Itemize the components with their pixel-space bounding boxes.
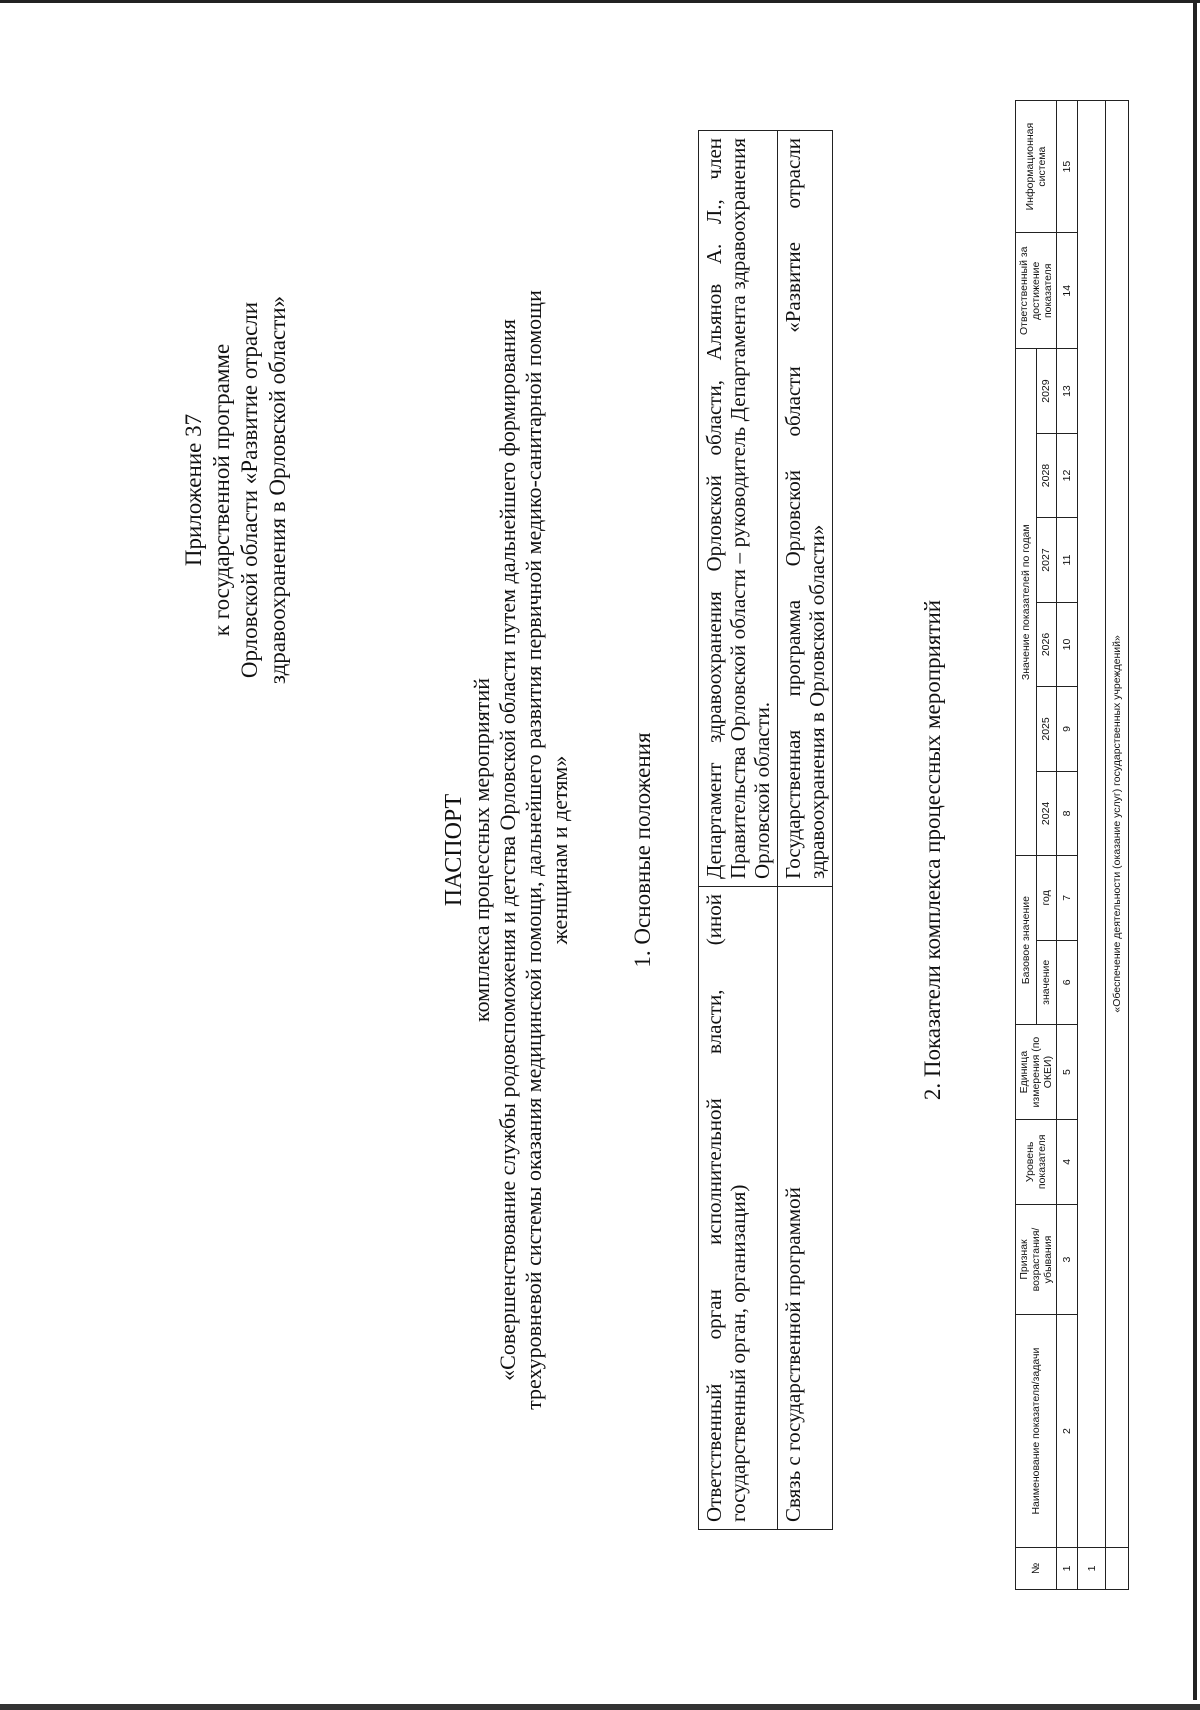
col-base-value-header: значение [1036, 940, 1057, 1024]
column-numbers-row [1057, 101, 1078, 1590]
column-number: 13 [1057, 349, 1078, 433]
indicators-table [1015, 100, 1129, 1590]
col-base-header: Базовое значение [1016, 856, 1037, 1025]
section-caption: «Обеспечение деятельности (оказание услуг) государственных учреждений» [1106, 101, 1129, 1548]
scan-border-bottom [0, 1704, 1200, 1710]
passport-subtitle: комплекса процессных мероприятий [469, 678, 494, 1022]
column-number: 8 [1057, 771, 1078, 855]
col-2025-header: 2025 [1036, 687, 1057, 771]
column-number: 4 [1057, 1120, 1078, 1204]
col-2029-header: 2029 [1036, 349, 1057, 433]
col-responsible-header: Ответственный за достижение показателя [1016, 233, 1057, 349]
col-2026-header: 2026 [1036, 602, 1057, 686]
col-no-header: № [1016, 1547, 1057, 1589]
col-years-header: Значение показателей по годам [1016, 349, 1037, 856]
column-number: 7 [1057, 856, 1078, 940]
header-row [1016, 101, 1037, 1590]
responsible-body-value: Департамент здравоохранения Орловской области, Альянов А. Л., член Правительства Орловской области – руководитель Департамента здравоохранения Орловской области. [699, 131, 778, 887]
table-row [1106, 101, 1129, 1590]
section-1-heading: 1. Основные положения [630, 732, 655, 968]
passport-title: ПАСПОРТ [441, 793, 467, 907]
column-number: 10 [1057, 602, 1078, 686]
program-link-value: Государственная программа Орловской области «Развитие отрасли здравоохранения в Орловской области» [778, 131, 833, 887]
appendix-line-1: Приложение 37 [181, 413, 206, 567]
col-2028-header: 2028 [1036, 433, 1057, 517]
col-base-year-header: год [1036, 856, 1057, 940]
passport-title-block [440, 120, 573, 1580]
empty-cell [1106, 1547, 1129, 1589]
row-number: 1 [1078, 1547, 1106, 1589]
appendix-line-4: здравоохранения в Орловской области» [265, 295, 290, 685]
col-unit-header: Единица измерения (по ОКЕИ) [1016, 1025, 1057, 1120]
complex-name: «Совершенствование службы родовспоможения и детства Орловской области путем дальнейшего формирования трехуровневой системы оказания медицинской помощи, дальнейшего развития первичной медико-санитарной помощи женщинам и детям» [495, 290, 572, 1410]
column-number: 15 [1057, 101, 1078, 233]
column-number: 5 [1057, 1025, 1078, 1120]
appendix-line-3: Орловской области «Развитие отрасли [237, 301, 262, 679]
col-system-header: Информационная система [1016, 101, 1057, 233]
responsible-body-label: Ответственный орган исполнительной власти, (иной государственный орган, организация) [699, 887, 778, 1530]
col-2024-header: 2024 [1036, 771, 1057, 855]
col-2027-header: 2027 [1036, 518, 1057, 602]
scan-border-right [1193, 0, 1197, 1700]
basic-provisions-table [698, 130, 833, 1530]
table-row [1078, 101, 1106, 1590]
column-number: 9 [1057, 687, 1078, 771]
scan-border-top [0, 0, 1200, 3]
empty-cell [1078, 101, 1106, 1548]
appendix-header [180, 220, 292, 760]
col-name-header: Наименование показателя/задачи [1016, 1315, 1057, 1547]
table-row [699, 131, 778, 1530]
rotated-page [40, 40, 1180, 1660]
column-number: 2 [1057, 1315, 1078, 1547]
column-number: 14 [1057, 233, 1078, 349]
appendix-line-2: к государственной программе [209, 343, 234, 637]
column-number: 12 [1057, 433, 1078, 517]
section-2-heading: 2. Показатели комплекса процессных мероприятий [920, 599, 945, 1101]
col-sign-header: Признак возрастания/ убывания [1016, 1204, 1057, 1315]
program-link-label: Связь с государственной программой [778, 887, 833, 1530]
column-number: 11 [1057, 518, 1078, 602]
column-number: 1 [1057, 1547, 1078, 1589]
col-level-header: Уровень показателя [1016, 1120, 1057, 1204]
table-row [778, 131, 833, 1530]
column-number: 3 [1057, 1204, 1078, 1315]
column-number: 6 [1057, 940, 1078, 1024]
